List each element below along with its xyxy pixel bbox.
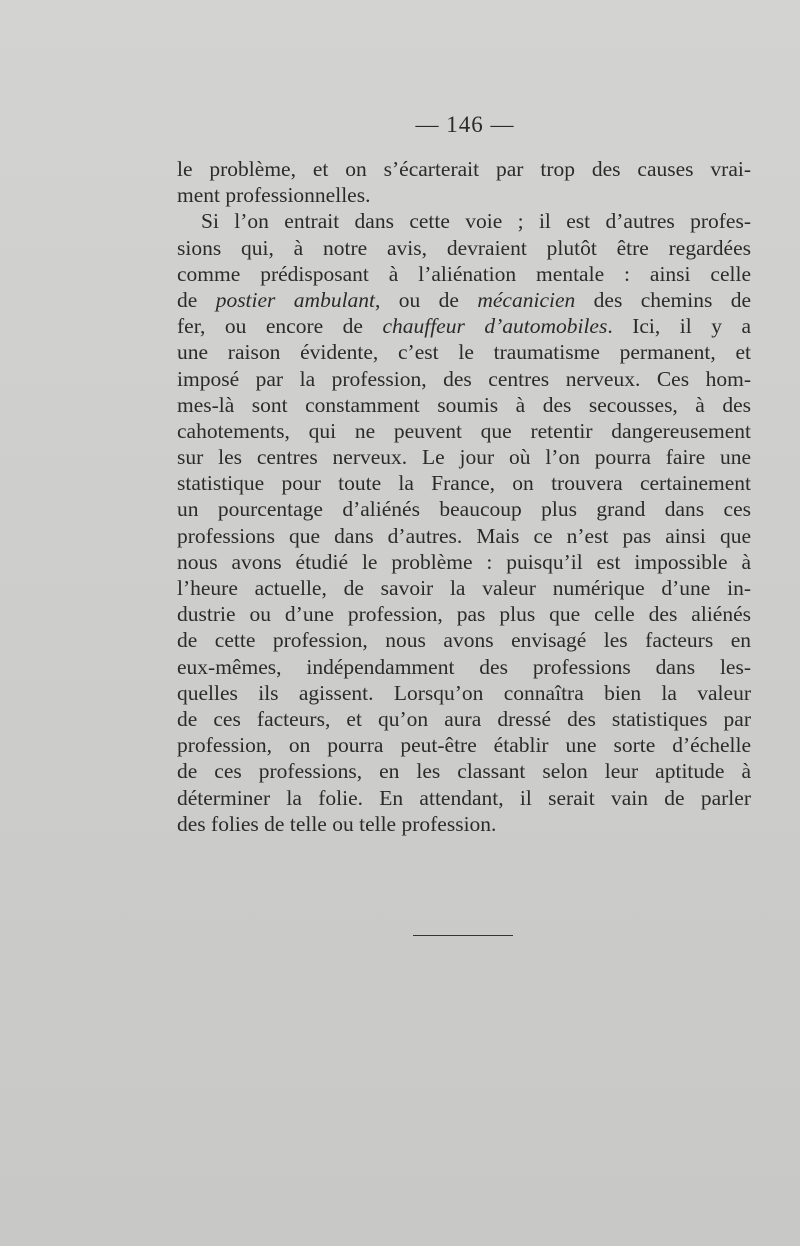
text-line: de ces facteurs, et qu’on aura dressé des statistiques par	[177, 706, 751, 731]
section-end-rule	[413, 935, 513, 936]
text-line: imposé par la profession, des centres nerveux. Ces hom-	[177, 366, 751, 391]
italic-term: postier ambulant	[215, 287, 376, 312]
text-line: sur les centres nerveux. Le jour où l’on pourra faire une	[177, 445, 751, 470]
page-number: — 146 —	[415, 112, 515, 137]
text-run: des chemins de	[575, 287, 752, 312]
text-line: des folies de telle ou telle profession.	[177, 811, 497, 836]
italic-term: chauffeur d’automobiles	[382, 314, 608, 339]
text-line: statistique pour toute la France, on trouvera certainement	[177, 471, 751, 496]
text-run: fer, ou encore de	[177, 314, 383, 339]
text-run: de	[177, 287, 216, 312]
text-line: de ces professions, en les classant selon leur aptitude à	[177, 759, 751, 784]
text-line: un pourcentage d’aliénés beaucoup plus grand dans ces	[177, 497, 751, 522]
text-line: comme prédisposant à l’aliénation mentale : ainsi celle	[177, 261, 751, 286]
text-line: l’heure actuelle, de savoir la valeur numérique d’une in-	[177, 576, 751, 600]
text-line: dustrie ou d’une profession, pas plus que celle des aliénés	[177, 602, 751, 627]
text-line: nous avons étudié le problème : puisqu’il est impossible à	[177, 549, 751, 574]
text-line: sions qui, à notre avis, devraient plutôt être regardées	[177, 235, 751, 260]
text-line: mes-là sont constamment soumis à des secousses, à des	[177, 392, 751, 417]
text-line: le problème, et on s’écarterait par trop des causes vrai-	[177, 157, 751, 181]
text-line: profession, on pourra peut-être établir une sorte d’échelle	[177, 733, 751, 758]
text-line	[177, 313, 751, 339]
text-line: de cette profession, nous avons envisagé les facteurs en	[177, 628, 751, 653]
text-line: déterminer la folie. En attendant, il serait vain de parler	[177, 785, 751, 810]
text-run: , ou de	[375, 287, 478, 312]
text-line: eux-mêmes, indépendamment des professions dans les-	[177, 654, 751, 679]
text-line: professions que dans d’autres. Mais ce n’est pas ainsi que	[177, 523, 751, 548]
italic-term: mécanicien	[477, 287, 576, 312]
text-line: ment professionnelles.	[177, 183, 371, 208]
text-line: Si l’on entrait dans cette voie ; il est d’autres profes-	[201, 209, 751, 234]
text-line: cahotements, qui ne peuvent que retentir dangereusement	[177, 418, 751, 443]
text-run: . Ici, il y a	[607, 314, 751, 339]
text-line: une raison évidente, c’est le traumatisme permanent, et	[177, 340, 751, 365]
text-line	[177, 287, 751, 313]
text-line: quelles ils agissent. Lorsqu’on connaîtra bien la valeur	[177, 680, 751, 705]
body-text	[177, 156, 751, 837]
